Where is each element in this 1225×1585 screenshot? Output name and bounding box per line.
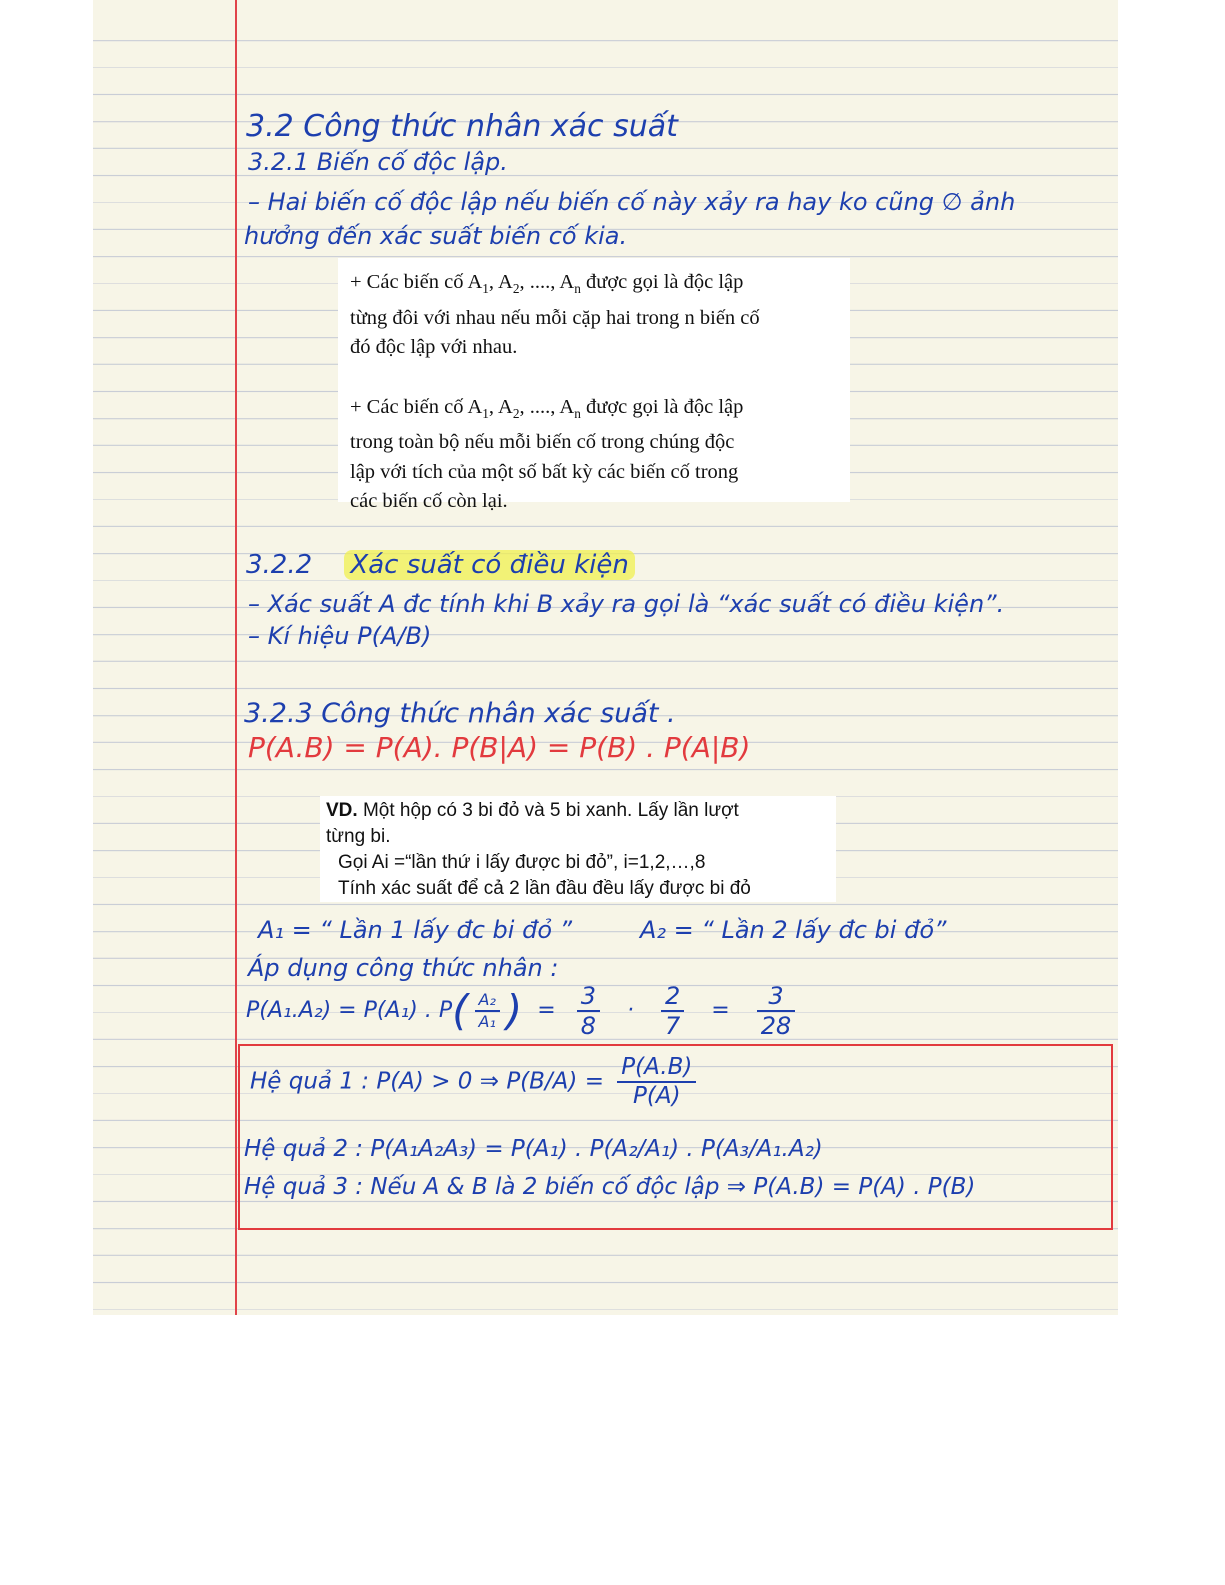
event-a1: A₁ = “ Lần 1 lấy đc bi đỏ ” xyxy=(258,916,573,944)
heading-main: 3.2 Công thức nhân xác suất xyxy=(246,109,678,144)
definition-total: + Các biến cố $A_1$, $A_2$, ...., $A_n$ được gọi là độc lập trong toàn bộ nếu mỗi biến cố trong chúng độc lập với tích của một số bất kỳ các biến cố trong các biến cố còn lại. xyxy=(350,395,744,513)
note-3-2-2-line2: – Kí hiệu P(A/B) xyxy=(248,622,432,650)
section-3-2-3: 3.2.3 Công thức nhân xác suất . xyxy=(244,698,676,729)
example-calculation: P(A₁.A₂) = P(A₁) . P( $\frac{\text{A₂}}{\text{A₁}}$ ) = $\frac{3}{8}$ · $\frac{2}{7}$ = $\frac{3}{28}$ xyxy=(246,984,801,1038)
corollary-1: Hệ quả 1 : P(A) > 0 ⇒ P(B/A) = $\frac{P(A.B)}{P(A)}$ xyxy=(250,1056,702,1108)
section-3-2-1: 3.2.1 Biến cố độc lập. xyxy=(248,148,508,176)
section-3-2-2-number: 3.2.2 xyxy=(246,550,313,580)
example-line1: VD. Một hộp có 3 bi đỏ và 5 bi xanh. Lấy lần lượt xyxy=(326,800,739,821)
section-3-2-2-title: Xác suất có điều kiện xyxy=(344,550,634,580)
example-box xyxy=(320,796,836,902)
section-3-2-2 xyxy=(246,552,635,578)
corollary-2: Hệ quả 2 : P(A₁A₂A₃) = P(A₁) . P(A₂/A₁) . P(A₃/A₁.A₂) xyxy=(244,1136,823,1162)
apply-formula-text: Áp dụng công thức nhân : xyxy=(248,954,559,982)
example-line2: từng bi. xyxy=(326,826,391,847)
note-3-2-2-line1: – Xác suất A đc tính khi B xảy ra gọi là “xác suất có điều kiện”. xyxy=(248,590,1005,618)
definition-box xyxy=(338,258,850,513)
note-3-2-1-line2: hưởng đến xác suất biến cố kia. xyxy=(244,222,628,250)
definition-pairwise: + Các biến cố $A_1$, $A_2$, ...., $A_n$ được gọi là độc lập từng đôi với nhau nếu mỗi cặp hai trong n biến cố đó độc lập với nhau. xyxy=(350,271,760,359)
margin-line xyxy=(235,0,237,1315)
note-3-2-1-line1: – Hai biến cố độc lập nếu biến cố này xảy ra hay ko cũng ∅ ảnh xyxy=(248,188,1016,216)
example-line4: Tính xác suất để cả 2 lần đầu đều lấy được bi đỏ xyxy=(338,878,751,899)
example-line3: Gọi Ai =“lần thứ i lấy được bi đỏ”, i=1,2,…,8 xyxy=(338,852,706,873)
corollary-3: Hệ quả 3 : Nếu A & B là 2 biến cố độc lập ⇒ P(A.B) = P(A) . P(B) xyxy=(244,1174,976,1200)
event-a2: A₂ = “ Lần 2 lấy đc bi đỏ” xyxy=(640,916,947,944)
multiplication-formula: P(A.B) = P(A). P(B|A) = P(B) . P(A|B) xyxy=(248,731,751,764)
